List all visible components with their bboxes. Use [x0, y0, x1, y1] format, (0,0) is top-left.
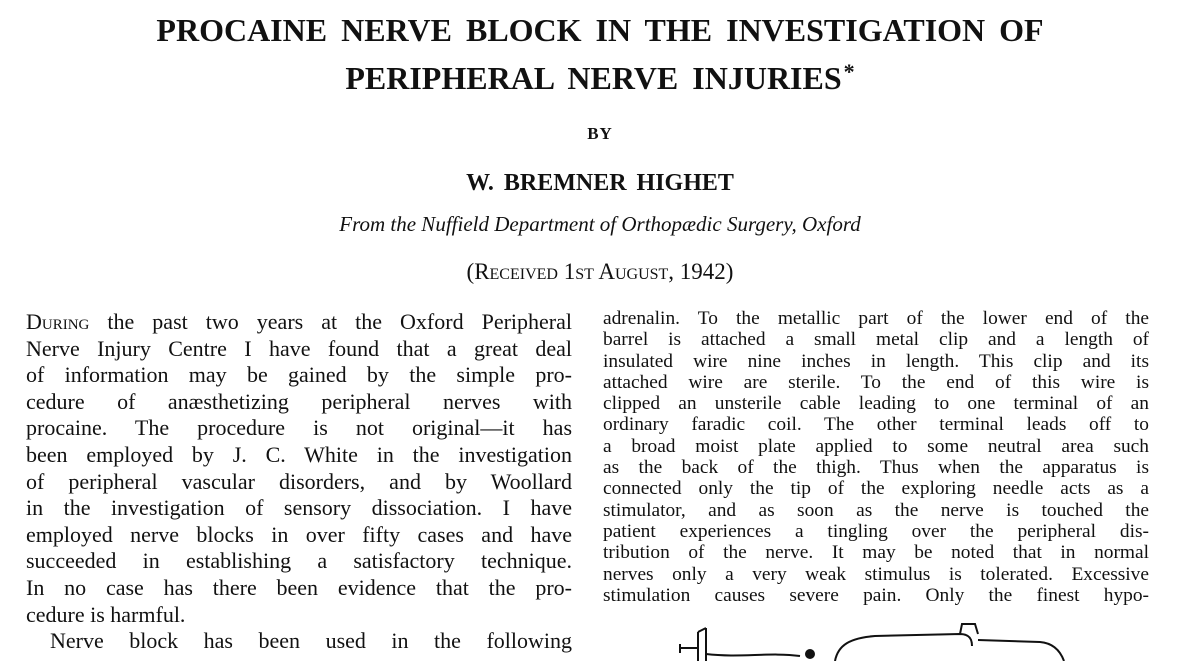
text-line: Nerve block has been used in the following	[50, 628, 572, 654]
text-line: nerves only a very weak stimulus is tolerated. Excessive	[603, 563, 1149, 585]
needle-hub	[698, 628, 706, 661]
text-line: connected only the tip of the exploring needle acts as a	[603, 478, 1149, 500]
article-title-line-1: PROCAINE NERVE BLOCK IN THE INVESTIGATION OF	[156, 12, 1044, 48]
text-line: cedure of anæsthetizing peripheral nerves with	[26, 388, 572, 414]
text-line: procaine. The procedure is not original—it has	[26, 415, 572, 441]
text-line: tribution of the nerve. It may be noted that in normal	[603, 542, 1149, 564]
knob	[805, 649, 815, 659]
text-line: adrenalin. To the metallic part of the lower end of the	[603, 308, 1149, 329]
text-line: stimulator, and as soon as the nerve is touched the	[603, 499, 1149, 521]
text-line: patient experiences a tingling over the peripheral dis-	[603, 520, 1149, 542]
text-line: been employed by J. C. White in the investigation	[26, 441, 572, 467]
byline-label: BY	[587, 124, 613, 143]
affiliation: From the Nuffield Department of Orthopædic Surgery, Oxford	[339, 212, 861, 236]
left-column	[26, 309, 572, 655]
wire	[706, 654, 800, 656]
text-line: cedure is harmful.	[26, 601, 186, 627]
apparatus-figure	[660, 620, 1200, 661]
text-line: a broad moist plate applied to some neutral area such	[603, 435, 1149, 457]
syringe-barrel	[835, 634, 972, 661]
clip	[680, 644, 698, 653]
author-name: W. BREMNER HIGHET	[466, 170, 734, 196]
text-line: stimulation causes severe pain. Only the finest hypo-	[603, 584, 1149, 606]
text-line: Nerve Injury Centre I have found that a great deal	[26, 335, 572, 361]
text-line: ordinary faradic coil. The other terminal leads off to	[603, 414, 1149, 436]
text-line: employed nerve blocks in over fifty cases and have	[26, 521, 572, 547]
article-title-line-2	[0, 52, 1200, 98]
syringe-cap	[960, 624, 978, 634]
text-line: clipped an unsterile cable leading to one terminal of an	[603, 393, 1149, 415]
footnote-mark: *	[843, 59, 855, 84]
text-line	[26, 309, 572, 336]
text-line: of peripheral vascular disorders, and by Woollard	[26, 468, 572, 494]
right-column	[603, 308, 1149, 606]
plunger	[978, 640, 1064, 661]
text-line: succeeded in establishing a satisfactory technique.	[26, 548, 572, 574]
received-date: (Received 1st August, 1942)	[466, 259, 734, 284]
text-line-rest: the past two years at the Oxford Peripheral	[89, 309, 572, 334]
text-line: as the back of the thigh. Thus when the apparatus is	[603, 457, 1149, 479]
text-line: attached wire are sterile. To the end of this wire is	[603, 371, 1149, 393]
lead-word: During	[26, 309, 90, 334]
text-line: barrel is attached a small metal clip and a length of	[603, 329, 1149, 351]
text-line: of information may be gained by the simple pro-	[26, 362, 572, 388]
title-text: PERIPHERAL NERVE INJURIES	[345, 60, 842, 96]
text-line: insulated wire nine inches in length. This clip and its	[603, 350, 1149, 372]
text-line: In no case has there been evidence that the pro-	[26, 574, 572, 600]
text-line: in the investigation of sensory dissociation. I have	[26, 495, 572, 521]
